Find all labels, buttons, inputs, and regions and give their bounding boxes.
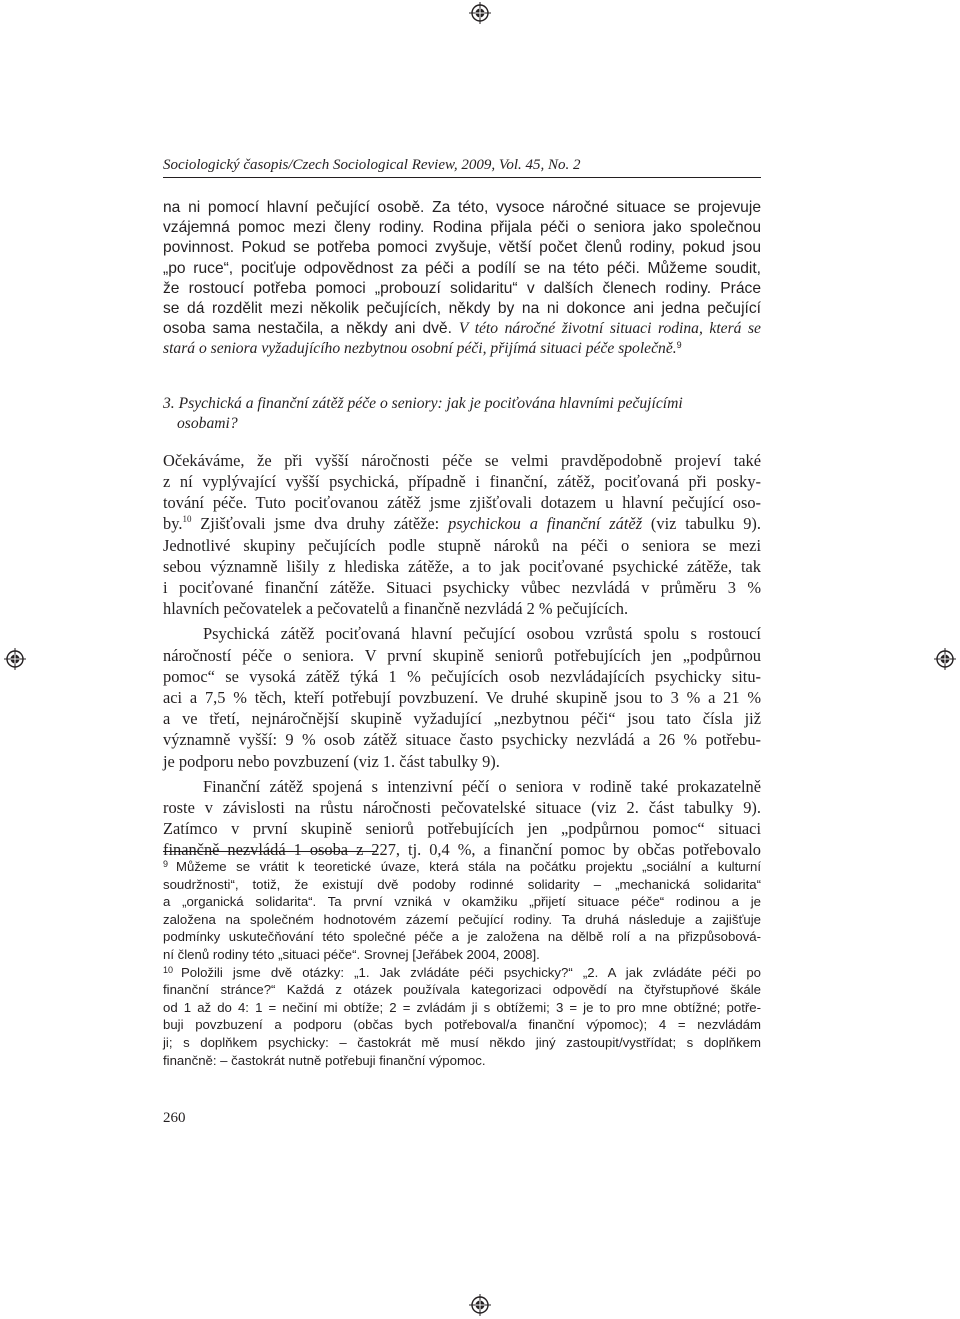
footnote-line: finanční stránce?“ Každá z otázek používala kategorizaci odpovědí na čtyřstupňové škále — [163, 982, 761, 998]
text-line: hlavních pečovatelek a pečovatelů a finančně nezvládá 2 % pečujících. — [163, 599, 629, 619]
section-heading-line: osobami? — [177, 414, 238, 432]
text-line: se dá rozdělit mezi několik pečujících, někdy by na ni dokonce ani jedna pečující — [163, 299, 761, 317]
paragraph-2 — [163, 450, 761, 620]
text-line: na ni pomocí hlavní pečující osobě. Za této, vysoce náročné situace se projevuje — [163, 199, 761, 216]
footnote-ref: 10 — [182, 514, 192, 525]
registration-mark-icon — [4, 648, 26, 670]
header-rule — [163, 177, 761, 178]
page-number: 260 — [163, 1110, 186, 1126]
running-head: Sociologický časopis/Czech Sociological Review, 2009, Vol. 45, No. 2 — [163, 157, 581, 173]
footnote-line: podmínky uskutečňování této společné péče a je založena na dělbě rolí a na přizpůsobová- — [163, 929, 761, 945]
footnote-line: od 1 až do 4: 1 = nečiní mi obtíže; 2 = zvládám ji s obtížemi; 3 = je to pro mne obtížné; potře- — [163, 999, 761, 1015]
registration-mark-icon — [469, 2, 491, 24]
footnote-line: a „organická solidarita“. Ta první vzniká v okamžiku „přijetí situace péče“ rodinou a je — [163, 894, 761, 910]
footnote-number: 10 — [163, 964, 174, 975]
registration-mark-icon — [934, 648, 956, 670]
text-line: a ve třetí, nejnáročnější skupině vyžadující „nezbytnou péči“ jsou tato čísla již — [163, 709, 761, 729]
text-line: osoba sama nestačila, a někdy ani dvě. V této náročné životní situaci rodina, která se — [163, 320, 761, 338]
text-line: povinnost. Pokud se potřeba pomoci zvyšuje, větší počet členů rodiny, pokud jsou — [163, 239, 761, 257]
section-heading-line: 3. Psychická a finanční zátěž péče o seniory: jak je pociťována hlavními pečujícími — [163, 394, 683, 412]
footnote-line: ní členů rodiny této „situaci péče“. Srovnej [Jeřábek 2004, 2008]. — [163, 946, 540, 962]
footnote-rule — [163, 851, 377, 852]
text-line: aci a 7,5 % těch, kteří potřebují povzbuzení. Ve druhé skupině jsou to 3 % a 21 % — [163, 687, 761, 707]
text-line: tování péče. Tuto pociťovanou zátěž jsme zjišťovali dotazem u hlavní pečující oso- — [163, 493, 761, 513]
body-text — [163, 198, 761, 860]
paragraph-3 — [163, 623, 761, 771]
section-heading — [163, 394, 761, 434]
footnotes — [163, 858, 761, 1069]
footnote-9 — [163, 858, 761, 964]
footnote-10 — [163, 964, 761, 1070]
paragraph-1 — [163, 198, 761, 360]
footnote-line: založena na společném hodnotovém zázemí pečující rodiny. Ta druhá následuje a zajišťuje — [163, 911, 761, 927]
text-line: by.$^{10}$ Zjišťovali jsme dva druhy zátěže: psychickou a finanční zátěž (viz tabulku 9). — [163, 514, 761, 534]
text-line: významně vyšší: 9 % osob zátěž situace často psychicky nezvládá a 26 % potřebu- — [163, 730, 761, 750]
registration-mark-icon — [469, 1294, 491, 1316]
text-line: Finanční zátěž spojená s intenzivní péčí o seniora v rodině také prokazatelně — [203, 776, 761, 796]
text-line: sebou významně lišily z hlediska zátěže, a to jak pociťované psychické zátěže, tak — [163, 556, 761, 576]
text-line: pomoc“ se vysoká zátěž týká 1 % pečujících osob nezvládajících psychicky situ- — [163, 666, 761, 686]
text-line: i pociťované finanční zátěže. Situaci psychicky vůbec nezvládá v průměru 3 % — [163, 578, 761, 598]
text-line: Zatímco v první skupině seniorů potřebujících jen „podpůrnou pomoc“ situaci — [163, 819, 761, 839]
text-line: z ní vyplývající vyšší psychická, případně i finanční, zátěž, pociťovaná při posky- — [163, 472, 761, 492]
italic-text: V této náročné životní situaci rodina, která se — [458, 320, 761, 338]
italic-text: psychickou a finanční zátěž — [448, 514, 643, 534]
text-line: Psychická zátěž pociťovaná hlavní pečující osobou vzrůstá spolu s rostoucí — [203, 624, 761, 644]
text-line: Jednotlivé skupiny pečujících podle stupně nároků na péči o seniora se mezi — [163, 535, 761, 555]
paragraph-4 — [163, 776, 761, 861]
text-line: je podporu nebo povzbuzení (viz 1. část tabulky 9). — [163, 751, 500, 771]
footnote-line: ji; s doplňkem psychicky: – častokrát mě musí někdo jiný zastoupit/vystřídat; s doplňkem — [163, 1034, 761, 1050]
text-line: roste v závislosti na růstu náročnosti pečovatelské situace (viz 2. část tabulky 9). — [163, 797, 761, 817]
text-line: finančně nezvládá 1 osoba z 227, tj. 0,4 %, a finanční pomoc by občas potřebovalo — [163, 840, 761, 860]
footnote-line: buji povzbuzení a podporu (občas bych potřeboval/a finanční výpomoc); 4 = nezvládám — [163, 1017, 761, 1033]
text-line: náročností péče o seniora. V první skupině seniorů potřebujících jen „podpůrnou — [163, 645, 761, 665]
text-line: „po ruce“, pociťuje odpovědnost za péči a podílí se na této péči. Můžeme soudit, — [163, 259, 761, 277]
footnote-number: 9 — [163, 859, 169, 869]
text-line — [163, 339, 761, 359]
footnote-line: $^9$ Můžeme se vrátit k teoretické úvaze, která stála na počátku projektu „sociální a kulturní — [163, 859, 761, 874]
italic-text: stará o seniora vyžadujícího nezbytnou osobní péči, přijímá situaci péče společně. — [163, 340, 677, 358]
text-line: že rostoucí potřeba pomoci „probouzí solidaritu“ v dalších členech rodiny. Práce — [163, 279, 761, 297]
footnote-line: finančně: – častokrát nutně potřebuji finanční výpomoc. — [163, 1052, 486, 1068]
footnote-line: soudržnosti“, totiž, že existují dvě podoby rodinné solidarity – „mechanická solidarita“ — [163, 876, 761, 892]
text-line: Očekáváme, že při vyšší náročnosti péče se velmi pravděpodobně projeví také — [163, 450, 761, 470]
footnote-ref: 9 — [676, 340, 682, 351]
text-line: vzájemná pomoc mezi členy rodiny. Rodina přijala péči o seniora jako společnou — [163, 219, 761, 237]
footnote-line: $^{10}$ Položili jsme dvě otázky: „1. Jak zvládáte péči psychicky?“ „2. A jak zvládáte péči po — [163, 964, 761, 980]
